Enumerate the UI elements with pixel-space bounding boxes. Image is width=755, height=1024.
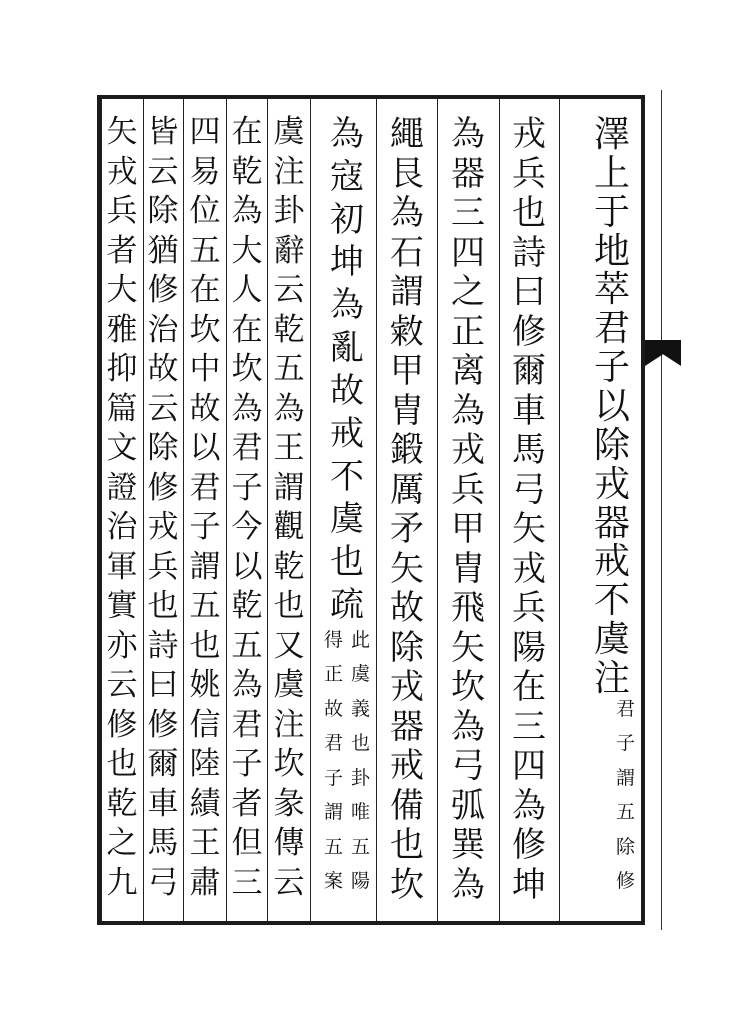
glyph: 為 (231, 193, 263, 229)
glyph: 得 (324, 628, 344, 651)
glyph: 軍 (106, 548, 138, 585)
glyph: 兵 (512, 153, 546, 194)
glyph: 治 (106, 509, 138, 545)
glyph: 君 (324, 732, 344, 755)
margin-rule (661, 90, 662, 930)
glyph: 云 (273, 864, 305, 901)
glyph: 肅 (189, 864, 221, 901)
glyph: 注 (593, 658, 630, 700)
glyph: 修 (147, 272, 179, 308)
glyph: 君 (615, 697, 635, 720)
glyph: 兵 (512, 588, 546, 628)
glyph: 三 (512, 706, 546, 747)
glyph: 者 (106, 232, 138, 269)
glyph: 馬 (147, 825, 179, 861)
glyph: 弓 (512, 469, 546, 510)
glyph: 敹 (390, 311, 424, 352)
column-rule (183, 99, 184, 921)
glyph: 弓 (451, 746, 485, 786)
glyph: 大 (106, 272, 138, 308)
glyph: 謂 (615, 766, 635, 789)
glyph: 戎 (106, 153, 138, 190)
glyph: 以 (231, 548, 263, 585)
glyph: 備 (390, 785, 424, 826)
glyph: 戎 (390, 667, 424, 707)
glyph: 者 (231, 785, 263, 822)
glyph: 坎 (189, 311, 221, 348)
glyph: 地 (593, 230, 630, 272)
glyph: 位 (189, 193, 221, 229)
glyph: 為 (330, 114, 364, 154)
glyph: 寇 (330, 156, 364, 197)
glyph: 虞 (273, 667, 305, 703)
glyph: 證 (106, 469, 138, 506)
glyph: 矢 (390, 548, 424, 589)
glyph: 馬 (512, 430, 546, 470)
glyph: 唯 (350, 801, 370, 824)
glyph: 子 (615, 732, 635, 755)
glyph: 以 (189, 430, 221, 466)
glyph: 疏 (330, 585, 364, 626)
glyph: 治 (147, 311, 179, 348)
glyph: 信 (189, 706, 221, 743)
glyph: 戎 (512, 114, 546, 154)
column-rule (101, 99, 102, 921)
glyph: 矢 (106, 114, 138, 150)
glyph: 云 (106, 667, 138, 703)
glyph: 于 (593, 191, 630, 233)
glyph: 矢 (512, 509, 546, 549)
glyph: 戎 (593, 463, 630, 505)
glyph: 注 (273, 153, 305, 190)
glyph: 器 (390, 706, 424, 747)
glyph: 陸 (189, 746, 221, 782)
glyph: 彖 (273, 785, 305, 822)
glyph: 修 (615, 870, 635, 893)
glyph: 正 (324, 663, 344, 686)
glyph: 為 (231, 390, 263, 427)
glyph: 也 (189, 627, 221, 664)
glyph: 子 (324, 766, 344, 789)
glyph: 也 (512, 193, 546, 233)
glyph: 坎 (231, 351, 263, 387)
glyph: 爾 (512, 351, 546, 391)
glyph: 為 (451, 390, 485, 431)
text-column (227, 114, 267, 907)
glyph: 除 (147, 430, 179, 466)
glyph: 修 (147, 469, 179, 506)
glyph: 坤 (512, 864, 546, 905)
glyph: 子 (231, 746, 263, 782)
glyph: 修 (512, 825, 546, 865)
glyph: 虞 (350, 663, 370, 686)
glyph: 人 (231, 272, 263, 308)
glyph: 甲 (451, 509, 485, 549)
glyph: 君 (231, 706, 263, 743)
glyph: 矛 (390, 509, 424, 549)
glyph: 此 (350, 628, 370, 651)
commentary-line-right (350, 628, 370, 907)
glyph: 巽 (451, 825, 485, 865)
glyph: 兵 (106, 193, 138, 229)
glyph: 也 (390, 825, 424, 865)
glyph: 君 (593, 308, 630, 350)
glyph: 石 (390, 232, 424, 273)
column-rule (267, 99, 268, 921)
glyph: 亂 (330, 328, 364, 369)
glyph: 除 (615, 835, 635, 858)
glyph: 也 (273, 588, 305, 624)
glyph: 五 (350, 835, 370, 858)
glyph: 陽 (350, 870, 370, 893)
glyph: 除 (593, 424, 630, 466)
glyph: 為 (451, 864, 485, 905)
glyph: 三 (231, 864, 263, 901)
glyph: 故 (189, 390, 221, 427)
glyph: 虞 (273, 114, 305, 150)
glyph: 詩 (147, 627, 179, 664)
glyph: 猶 (147, 232, 179, 269)
glyph: 也 (147, 588, 179, 624)
glyph: 胄 (390, 390, 424, 431)
glyph: 又 (273, 627, 305, 664)
glyph: 皆 (147, 114, 179, 150)
glyph: 為 (451, 706, 485, 747)
glyph: 注 (273, 706, 305, 743)
commentary-line-left (324, 628, 344, 907)
glyph: 為 (273, 390, 305, 427)
glyph: 乾 (273, 311, 305, 348)
glyph: 易 (189, 153, 221, 190)
fore-edge-margin (645, 80, 693, 930)
glyph: 五 (231, 627, 263, 664)
glyph: 抑 (106, 351, 138, 387)
glyph: 謂 (189, 548, 221, 585)
glyph: 器 (451, 153, 485, 194)
fishtail-mark (645, 340, 681, 366)
glyph: 兵 (451, 469, 485, 510)
glyph: 五 (273, 351, 305, 387)
glyph: 鍛 (390, 430, 424, 470)
glyph: 為 (330, 285, 364, 326)
glyph: 戒 (593, 541, 630, 583)
glyph: 陽 (512, 627, 546, 668)
glyph: 上 (593, 152, 630, 194)
glyph: 矢 (451, 627, 485, 668)
text-column (439, 114, 497, 907)
glyph: 也 (330, 542, 364, 583)
glyph: 爾 (147, 746, 179, 782)
glyph: 艮 (390, 153, 424, 194)
commentary-double-line (589, 697, 635, 907)
glyph: 子 (231, 469, 263, 506)
glyph: 篇 (106, 390, 138, 427)
glyph: 五 (324, 835, 344, 858)
glyph: 器 (593, 502, 630, 544)
text-column (500, 114, 558, 907)
glyph: 觀 (273, 509, 305, 545)
glyph: 戎 (451, 430, 485, 470)
glyph: 兵 (147, 548, 179, 585)
glyph: 君 (231, 430, 263, 466)
glyph: 文 (106, 430, 138, 466)
glyph: 傳 (273, 825, 305, 861)
glyph: 也 (350, 732, 370, 755)
glyph: 中 (189, 351, 221, 387)
glyph: 弧 (451, 785, 485, 826)
glyph: 虞 (593, 619, 630, 661)
glyph: 乾 (273, 548, 305, 585)
page-frame (97, 95, 645, 925)
glyph: 大 (231, 232, 263, 269)
glyph: 案 (324, 870, 344, 893)
glyph: 為 (390, 193, 424, 233)
glyph: 為 (451, 114, 485, 154)
glyph: 云 (147, 153, 179, 190)
text-column (143, 114, 183, 907)
glyph: 辭 (273, 232, 305, 269)
glyph: 績 (189, 785, 221, 822)
text-column (185, 114, 225, 907)
glyph: 除 (147, 193, 179, 229)
glyph: 五 (615, 801, 635, 824)
glyph: 飛 (451, 588, 485, 628)
column-rule (437, 99, 438, 921)
glyph: 也 (106, 746, 138, 782)
glyph: 為 (512, 785, 546, 826)
text-column (378, 114, 436, 907)
glyph: 坎 (451, 667, 485, 707)
commentary-line-right (615, 697, 635, 907)
glyph: 修 (512, 311, 546, 352)
glyph: 不 (330, 456, 364, 497)
column-rule (559, 99, 560, 921)
glyph: 坤 (330, 242, 364, 283)
glyph: 車 (512, 390, 546, 431)
glyph: 弓 (147, 864, 179, 901)
glyph: 五 (189, 588, 221, 624)
glyph: 澤 (593, 114, 630, 155)
glyph: 在 (231, 114, 263, 150)
glyph: 正 (451, 311, 485, 352)
glyph: 乾 (231, 588, 263, 624)
glyph: 謂 (324, 801, 344, 824)
glyph: 姚 (189, 667, 221, 703)
glyph: 謂 (273, 469, 305, 506)
glyph: 五 (189, 232, 221, 269)
text-column (269, 114, 309, 907)
glyph: 君 (189, 469, 221, 506)
glyph: 萃 (593, 269, 630, 311)
glyph: 在 (512, 667, 546, 707)
glyph: 亦 (106, 627, 138, 664)
glyph: 王 (273, 430, 305, 466)
glyph: 离 (451, 351, 485, 391)
glyph: 乾 (106, 785, 138, 822)
glyph: 甲 (390, 351, 424, 391)
glyph: 三 (451, 193, 485, 233)
glyph: 戒 (390, 746, 424, 786)
glyph: 修 (106, 706, 138, 743)
glyph: 曰 (512, 272, 546, 312)
glyph: 雅 (106, 311, 138, 348)
glyph: 王 (189, 825, 221, 861)
glyph: 坎 (390, 864, 424, 905)
glyph: 曰 (147, 667, 179, 703)
glyph: 之 (451, 272, 485, 312)
glyph: 卦 (273, 193, 305, 229)
glyph: 九 (106, 864, 138, 901)
glyph: 戎 (512, 548, 546, 589)
glyph: 謂 (390, 272, 424, 312)
glyph: 故 (324, 697, 344, 720)
glyph: 戒 (330, 413, 364, 454)
glyph: 但 (231, 825, 263, 861)
glyph: 云 (147, 390, 179, 427)
glyph: 云 (273, 272, 305, 308)
glyph: 故 (330, 370, 364, 411)
glyph: 不 (593, 580, 630, 622)
glyph: 初 (330, 199, 364, 240)
glyph: 除 (390, 627, 424, 668)
glyph: 詩 (512, 232, 546, 273)
glyph: 乾 (231, 153, 263, 190)
glyph: 為 (231, 667, 263, 703)
glyph: 今 (231, 509, 263, 545)
column-rule (310, 99, 311, 921)
glyph: 繩 (390, 114, 424, 154)
glyph: 修 (147, 706, 179, 743)
glyph: 坎 (273, 746, 305, 782)
glyph: 故 (390, 588, 424, 628)
text-column (572, 114, 652, 907)
glyph: 在 (189, 272, 221, 308)
glyph: 虞 (330, 499, 364, 540)
glyph: 實 (106, 588, 138, 624)
glyph: 卦 (350, 766, 370, 789)
glyph: 四 (451, 232, 485, 273)
glyph: 四 (189, 114, 221, 150)
glyph: 戎 (147, 509, 179, 545)
glyph: 故 (147, 351, 179, 387)
glyph: 子 (189, 509, 221, 545)
glyph: 車 (147, 785, 179, 822)
glyph: 四 (512, 746, 546, 786)
glyph: 之 (106, 825, 138, 861)
glyph: 以 (593, 386, 630, 428)
glyph: 子 (593, 347, 630, 389)
commentary-double-line (324, 628, 370, 907)
glyph: 義 (350, 697, 370, 720)
text-column (103, 114, 141, 907)
glyph: 厲 (390, 469, 424, 510)
glyph: 在 (231, 311, 263, 348)
text-column (316, 114, 378, 907)
glyph: 胄 (451, 548, 485, 589)
